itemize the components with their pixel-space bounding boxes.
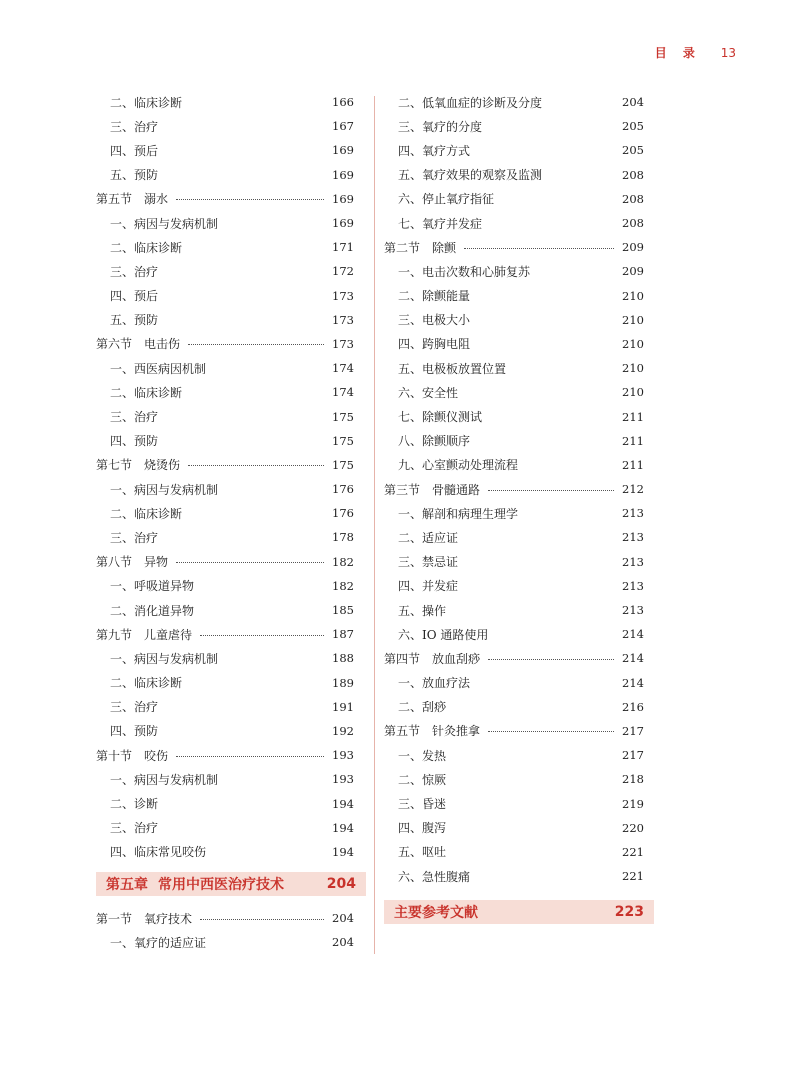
- toc-entry-page: 174: [332, 361, 354, 376]
- toc-entry[interactable]: [96, 767, 354, 791]
- chapter-title: 主要参考文献: [394, 905, 478, 922]
- toc-entry-label: 五、预防: [110, 313, 159, 328]
- toc-section-label: [96, 747, 168, 764]
- toc-entry-page: 213: [622, 603, 644, 618]
- toc-entry[interactable]: [96, 356, 354, 380]
- chapter-page: 223: [614, 904, 644, 921]
- toc-entry-label: 四、腹泻: [398, 821, 447, 836]
- toc-entry-page: 169: [332, 143, 354, 158]
- toc-entry-label: 三、禁忌证: [398, 555, 459, 570]
- dot-leader: [188, 344, 324, 345]
- toc-entry[interactable]: [384, 622, 644, 646]
- toc-section-label: [96, 910, 192, 927]
- section-title: 儿童虐待: [144, 627, 193, 642]
- toc-section-label: [384, 239, 456, 256]
- toc-entry[interactable]: [384, 791, 644, 815]
- toc-entry[interactable]: [96, 477, 354, 501]
- toc-entry-page: 210: [622, 312, 644, 327]
- toc-entry-label: 二、惊厥: [398, 772, 447, 787]
- toc-entry-page: 169: [332, 216, 354, 231]
- dot-leader: [488, 490, 614, 491]
- toc-entry[interactable]: [384, 453, 644, 477]
- section-title: 烧烫伤: [144, 458, 181, 473]
- toc-entry-page: 194: [332, 844, 354, 859]
- toc-entry-label: 七、氧疗并发症: [398, 216, 483, 231]
- toc-entry[interactable]: [384, 840, 644, 864]
- toc-entry-label: 一、放血疗法: [398, 676, 471, 691]
- dot-leader: [488, 731, 614, 732]
- toc-entry[interactable]: [96, 695, 354, 719]
- toc-entry[interactable]: [96, 719, 354, 743]
- section-title: 咬伤: [144, 748, 169, 763]
- toc-section-label: [96, 553, 168, 570]
- toc-entry[interactable]: [384, 743, 644, 767]
- dot-leader: [176, 756, 324, 757]
- toc-entry-page: 169: [332, 167, 354, 182]
- toc-section-label: [384, 650, 480, 667]
- toc-entry-page: 208: [622, 167, 644, 182]
- toc-section-entry[interactable]: [96, 453, 354, 477]
- header-page-number: 13: [720, 46, 736, 60]
- toc-entry[interactable]: [96, 574, 354, 598]
- toc-entry[interactable]: [96, 163, 354, 187]
- toc-entry-page: 204: [622, 95, 644, 110]
- toc-entry-page: 176: [332, 482, 354, 497]
- section-number: 第二节: [384, 240, 421, 255]
- toc-entry[interactable]: [96, 671, 354, 695]
- toc-entry-page: 213: [622, 578, 644, 593]
- toc-section-label: [96, 456, 180, 473]
- toc-entry[interactable]: [96, 284, 354, 308]
- toc-entry[interactable]: [384, 501, 644, 525]
- section-title: 针灸推拿: [432, 724, 481, 739]
- toc-entry[interactable]: [96, 259, 354, 283]
- section-number: 第四节: [384, 651, 421, 666]
- toc-entry-page: 172: [332, 264, 354, 279]
- toc-entry[interactable]: [96, 138, 354, 162]
- toc-entry-page: 188: [332, 651, 354, 666]
- section-number: 第十节: [96, 748, 133, 763]
- section-number: 第八节: [96, 555, 133, 570]
- toc-section-label: [384, 722, 480, 739]
- toc-section-entry[interactable]: [384, 719, 644, 743]
- chapter-page: 204: [326, 876, 356, 892]
- toc-entry[interactable]: [384, 187, 644, 211]
- toc-entry[interactable]: [96, 525, 354, 549]
- toc-entry-page: 216: [622, 699, 644, 714]
- toc-entry-label: 九、心室颤动处理流程: [398, 458, 519, 473]
- toc-entry-page: 221: [622, 869, 644, 884]
- toc-entry-label: 二、刮痧: [398, 700, 447, 715]
- toc-entry-label: 二、适应证: [398, 530, 459, 545]
- toc-entry-label: 二、除颤能量: [398, 289, 471, 304]
- toc-entry-page: 191: [332, 699, 354, 714]
- toc-entry-page: 214: [622, 675, 644, 690]
- toc-entry-label: 四、预后: [110, 289, 159, 304]
- toc-section-page: 182: [332, 554, 354, 569]
- toc-entry[interactable]: [96, 90, 354, 114]
- toc-entry-page: 175: [332, 433, 354, 448]
- toc-entry[interactable]: [384, 356, 644, 380]
- toc-section-entry[interactable]: [96, 622, 354, 646]
- toc-section-entry[interactable]: [96, 332, 354, 356]
- toc-entry-page: 210: [622, 361, 644, 376]
- toc-entry-label: 七、除颤仪测试: [398, 410, 483, 425]
- toc-chapter-heading[interactable]: [96, 872, 366, 896]
- section-title: 氧疗技术: [144, 911, 193, 926]
- toc-section-entry[interactable]: [384, 477, 644, 501]
- toc-section-page: 212: [622, 482, 644, 497]
- toc-section-page: 217: [622, 723, 644, 738]
- toc-entry[interactable]: [96, 930, 354, 954]
- toc-section-page: 169: [332, 191, 354, 206]
- toc-entry-label: 三、治疗: [110, 410, 159, 425]
- toc-entry-label: 二、临床诊断: [110, 676, 183, 691]
- section-number: 第九节: [96, 627, 133, 642]
- toc-entry-page: 213: [622, 506, 644, 521]
- dot-leader: [176, 199, 324, 200]
- toc-entry-page: 173: [332, 288, 354, 303]
- dot-leader: [200, 919, 324, 920]
- toc-entry-page: 219: [622, 796, 644, 811]
- toc-entry-label: 三、电极大小: [398, 313, 471, 328]
- column-divider: [374, 96, 375, 954]
- toc-entry[interactable]: [96, 646, 354, 670]
- chapter-label: [394, 902, 478, 922]
- toc-entry-label: 五、预防: [110, 168, 159, 183]
- toc-entry-label: 三、治疗: [110, 264, 159, 279]
- toc-entry-page: 174: [332, 385, 354, 400]
- toc-section-page: 173: [332, 336, 354, 351]
- toc-entry-label: 一、西医病因机制: [110, 361, 207, 376]
- toc-entry-label: 三、治疗: [110, 119, 159, 134]
- toc-entry-page: 218: [622, 772, 644, 787]
- toc-entry-label: 四、并发症: [398, 579, 459, 594]
- section-title: 放血刮痧: [432, 651, 481, 666]
- toc-entry-label: 一、呼吸道异物: [110, 579, 195, 594]
- toc-entry-label: 三、氧疗的分度: [398, 119, 483, 134]
- toc-section-entry[interactable]: [96, 187, 354, 211]
- toc-entry-label: 二、临床诊断: [110, 385, 183, 400]
- toc-entry-label: 二、临床诊断: [110, 95, 183, 110]
- dot-leader: [464, 248, 614, 249]
- toc-entry[interactable]: [96, 308, 354, 332]
- toc-entry-label: 六、急性腹痛: [398, 869, 471, 884]
- toc-section-page: 193: [332, 748, 354, 763]
- toc-entry-page: 185: [332, 603, 354, 618]
- toc-entry[interactable]: [384, 695, 644, 719]
- toc-entry-page: 204: [332, 935, 354, 950]
- section-title: 除颤: [432, 240, 457, 255]
- toc-entry[interactable]: [96, 816, 354, 840]
- section-title: 骨髓通路: [432, 482, 481, 497]
- section-title: 溺水: [144, 192, 169, 207]
- toc-entry-page: 167: [332, 119, 354, 134]
- toc-entry-page: 208: [622, 191, 644, 206]
- toc-entry[interactable]: [384, 550, 644, 574]
- toc-entry[interactable]: [384, 284, 644, 308]
- section-number: 第五节: [384, 724, 421, 739]
- toc-entry-label: 六、IO 通路使用: [398, 627, 489, 642]
- toc-entry-label: 五、电极板放置位置: [398, 361, 507, 376]
- toc-entry-page: 193: [332, 772, 354, 787]
- toc-entry-page: 210: [622, 336, 644, 351]
- toc-entry-page: 173: [332, 312, 354, 327]
- dot-leader: [200, 635, 324, 636]
- toc-entry-label: 八、除颤顺序: [398, 434, 471, 449]
- chapter-number: 第五章: [106, 877, 148, 893]
- toc-entry[interactable]: [384, 114, 644, 138]
- toc-entry-label: 五、呕吐: [398, 845, 447, 860]
- dot-leader: [176, 562, 324, 563]
- toc-entry[interactable]: [96, 791, 354, 815]
- toc-entry-page: 208: [622, 216, 644, 231]
- toc-entry-page: 194: [332, 820, 354, 835]
- running-head: [655, 44, 736, 61]
- toc-entry[interactable]: [384, 864, 644, 888]
- toc-entry-label: 六、停止氧疗指征: [398, 192, 495, 207]
- toc-entry-label: 一、病因与发病机制: [110, 651, 219, 666]
- toc-entry[interactable]: [384, 671, 644, 695]
- toc-entry-label: 一、氧疗的适应证: [110, 935, 207, 950]
- toc-section-page: 175: [332, 457, 354, 472]
- toc-entry[interactable]: [384, 211, 644, 235]
- toc-entry-page: 194: [332, 796, 354, 811]
- toc-entry-label: 四、预防: [110, 434, 159, 449]
- toc-section-page: 204: [332, 911, 354, 926]
- toc-section-page: 209: [622, 240, 644, 255]
- toc-entry[interactable]: [384, 404, 644, 428]
- toc-entry[interactable]: [96, 211, 354, 235]
- toc-entry-page: 182: [332, 578, 354, 593]
- toc-entry-label: 四、跨胸电阻: [398, 337, 471, 352]
- toc-entry-page: 175: [332, 409, 354, 424]
- toc-entry-label: 一、电击次数和心肺复苏: [398, 264, 531, 279]
- toc-entry-label: 二、低氧血症的诊断及分度: [398, 95, 543, 110]
- toc-entry-label: 一、发热: [398, 748, 447, 763]
- toc-entry-page: 221: [622, 844, 644, 859]
- toc-section-entry[interactable]: [96, 906, 354, 930]
- toc-section-label: [96, 335, 180, 352]
- toc-entry-page: 217: [622, 748, 644, 763]
- toc-entry[interactable]: [384, 816, 644, 840]
- toc-right-column: [384, 90, 644, 934]
- toc-entry[interactable]: [96, 598, 354, 622]
- chapter-label: [106, 874, 284, 894]
- toc-entry-page: 214: [622, 627, 644, 642]
- toc-entry-page: 176: [332, 506, 354, 521]
- toc-entry-label: 六、安全性: [398, 385, 459, 400]
- toc-entry-page: 211: [622, 409, 644, 424]
- dot-leader: [188, 465, 324, 466]
- toc-entry[interactable]: [96, 501, 354, 525]
- toc-chapter-heading[interactable]: [384, 900, 654, 924]
- section-title: 异物: [144, 555, 169, 570]
- toc-entry-label: 三、治疗: [110, 821, 159, 836]
- toc-section-label: [96, 626, 192, 643]
- toc-entry[interactable]: [96, 114, 354, 138]
- toc-entry[interactable]: [96, 429, 354, 453]
- toc-entry[interactable]: [384, 429, 644, 453]
- toc-entry-label: 一、病因与发病机制: [110, 482, 219, 497]
- toc-entry-page: 210: [622, 288, 644, 303]
- toc-entry-page: 209: [622, 264, 644, 279]
- toc-entry-label: 四、预防: [110, 724, 159, 739]
- toc-entry-label: 二、临床诊断: [110, 240, 183, 255]
- toc-entry-label: 二、诊断: [110, 797, 159, 812]
- toc-entry[interactable]: [96, 235, 354, 259]
- toc-entry-page: 192: [332, 723, 354, 738]
- toc-entry[interactable]: [384, 308, 644, 332]
- toc-entry-page: 189: [332, 675, 354, 690]
- toc-entry[interactable]: [384, 332, 644, 356]
- section-number: 第三节: [384, 482, 421, 497]
- toc-entry-page: 211: [622, 433, 644, 448]
- toc-entry-label: 四、临床常见咬伤: [110, 845, 207, 860]
- toc-section-entry[interactable]: [384, 235, 644, 259]
- section-number: 第一节: [96, 911, 133, 926]
- section-number: 第六节: [96, 337, 133, 352]
- toc-entry-page: 213: [622, 554, 644, 569]
- toc-entry[interactable]: [96, 380, 354, 404]
- toc-section-label: [384, 481, 480, 498]
- toc-entry-page: 211: [622, 457, 644, 472]
- toc-entry-page: 213: [622, 530, 644, 545]
- toc-entry-label: 一、病因与发病机制: [110, 216, 219, 231]
- toc-entry[interactable]: [384, 90, 644, 114]
- toc-entry-label: 四、氧疗方式: [398, 143, 471, 158]
- toc-entry-label: 二、临床诊断: [110, 506, 183, 521]
- section-title: 电击伤: [144, 337, 181, 352]
- chapter-title: 常用中西医治疗技术: [158, 877, 284, 893]
- toc-entry-label: 一、病因与发病机制: [110, 772, 219, 787]
- toc-entry-label: 三、治疗: [110, 700, 159, 715]
- toc-entry-page: 171: [332, 240, 354, 255]
- toc-entry-page: 178: [332, 530, 354, 545]
- toc-entry[interactable]: [384, 380, 644, 404]
- toc-entry-label: 三、昏迷: [398, 797, 447, 812]
- toc-entry[interactable]: [384, 138, 644, 162]
- toc-entry[interactable]: [96, 840, 354, 864]
- toc-entry-label: 五、操作: [398, 603, 447, 618]
- toc-entry-label: 一、解剖和病理生理学: [398, 506, 519, 521]
- section-number: 第七节: [96, 458, 133, 473]
- header-title: 目 录: [654, 46, 701, 60]
- toc-entry-page: 220: [622, 820, 644, 835]
- toc-entry-label: 四、预后: [110, 143, 159, 158]
- toc-entry-page: 210: [622, 385, 644, 400]
- toc-section-entry[interactable]: [384, 646, 644, 670]
- toc-entry[interactable]: [384, 574, 644, 598]
- toc-entry-label: 三、治疗: [110, 530, 159, 545]
- toc-entry[interactable]: [384, 259, 644, 283]
- toc-entry[interactable]: [96, 404, 354, 428]
- toc-entry[interactable]: [384, 163, 644, 187]
- toc-section-page: 187: [332, 627, 354, 642]
- toc-section-page: 214: [622, 651, 644, 666]
- toc-entry-label: 二、消化道异物: [110, 603, 195, 618]
- section-number: 第五节: [96, 192, 133, 207]
- toc-entry[interactable]: [384, 767, 644, 791]
- toc-entry-page: 166: [332, 95, 354, 110]
- toc-entry-page: 205: [622, 143, 644, 158]
- dot-leader: [488, 659, 614, 660]
- toc-section-label: [96, 190, 168, 207]
- toc-entry-label: 五、氧疗效果的观察及监测: [398, 168, 543, 183]
- toc-entry[interactable]: [384, 525, 644, 549]
- toc-section-entry[interactable]: [96, 743, 354, 767]
- toc-entry[interactable]: [384, 598, 644, 622]
- toc-left-column: [96, 90, 354, 954]
- toc-section-entry[interactable]: [96, 550, 354, 574]
- toc-entry-page: 205: [622, 119, 644, 134]
